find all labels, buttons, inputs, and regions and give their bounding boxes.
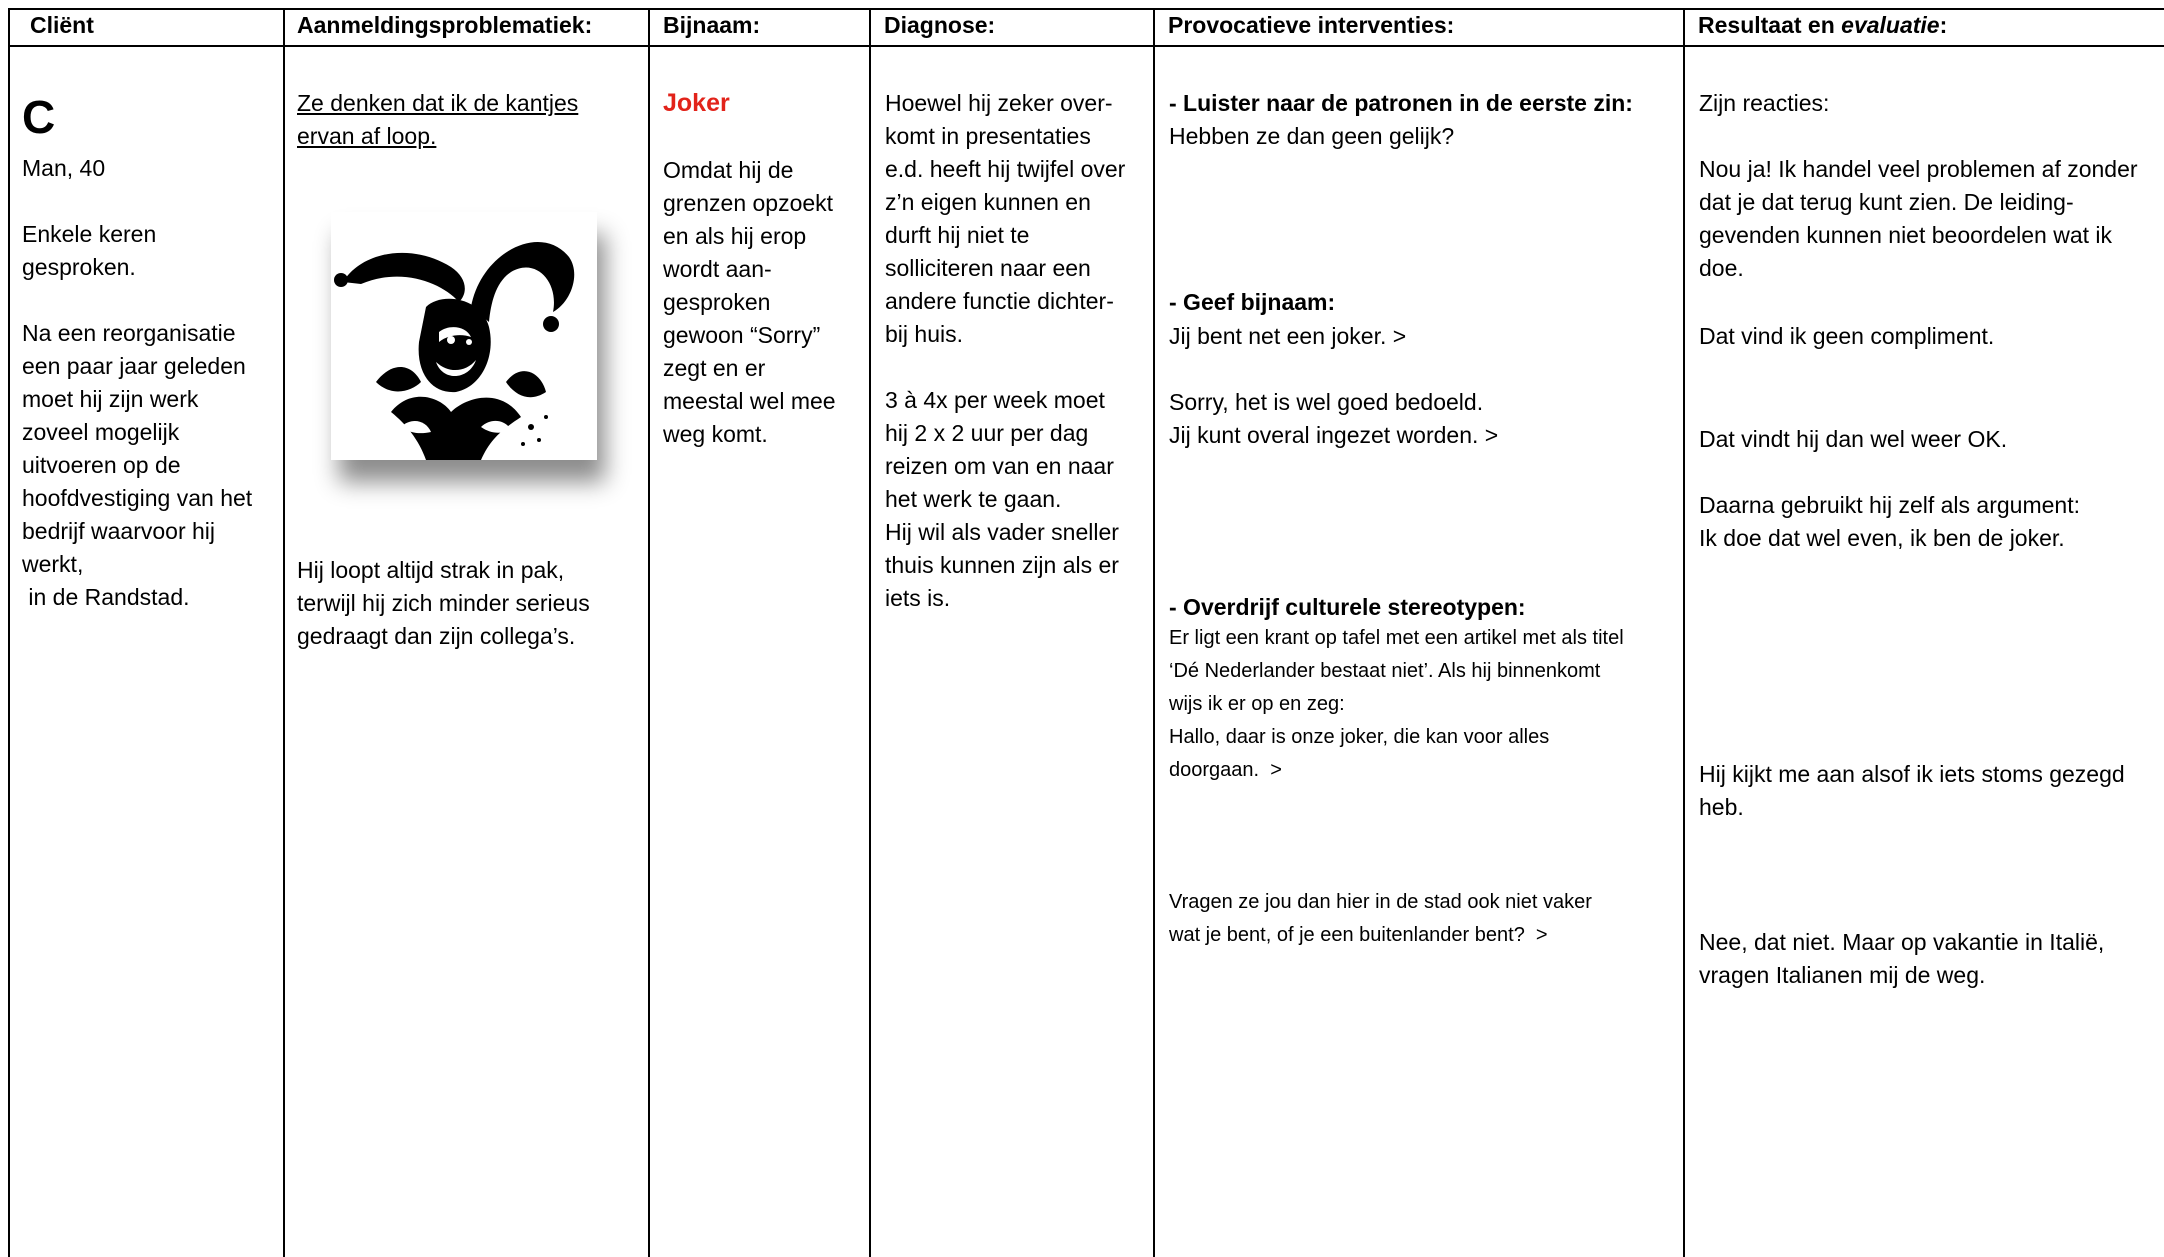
bijnaam-line: en als hij erop (663, 223, 807, 249)
interventie-3-title: - Overdrijf culturele stereotypen: (1169, 594, 1526, 620)
bijnaam-reason (663, 154, 836, 451)
bijnaam-line: Omdat hij de (663, 157, 794, 183)
column-divider (1153, 10, 1155, 1257)
interventie-1-text: Hebben ze dan geen gelijk? (1169, 123, 1455, 149)
resultaat-4: Dat vindt hij dan wel weer OK. (1699, 426, 2008, 452)
header-resultaat-c: : (1939, 12, 1948, 38)
quote-line: Ze denken dat ik de kantjes (297, 90, 579, 116)
resultaat-line: Nee, dat niet. Maar op vakantie in Italië, (1699, 929, 2105, 955)
resultaat-3: Dat vind ik geen compliment. (1699, 323, 1995, 349)
diagnose-line: Hoewel hij zeker over- (885, 90, 1113, 116)
diagnose-line: 3 à 4x per week moet (885, 387, 1105, 413)
client-line: gesproken. (22, 254, 136, 280)
client-line (22, 185, 252, 218)
interventie-3-line: Er ligt een krant op tafel met een artikel met als titel (1169, 627, 1624, 649)
header-interventies: Provocatieve interventies: (1168, 12, 1455, 38)
client-line: een paar jaar geleden (22, 353, 246, 379)
interventie-3-text (1169, 622, 1624, 787)
resultaat-line: Nou ja! Ik handel veel problemen af zonder (1699, 156, 2138, 182)
interventie-1-title: - Luister naar de patronen in de eerste zin: (1169, 90, 1633, 116)
resultaat-1: Zijn reacties: (1699, 90, 1830, 116)
bijnaam-line: grenzen opzoekt (663, 190, 834, 216)
diagnose-text (885, 87, 1125, 615)
diagnose-line: z’n eigen kunnen en (885, 189, 1091, 215)
resultaat-7 (1699, 926, 2104, 992)
interventie-2-text (1169, 320, 1498, 452)
resultaat-line: heb. (1699, 794, 1744, 820)
table-top-border (8, 8, 2164, 10)
interventie-3-line: ‘Dé Nederlander bestaat niet’. Als hij binnenkomt (1169, 660, 1601, 682)
diagnose-line: komt in presentaties (885, 123, 1091, 149)
interventie-2-line: Jij bent net een joker. > (1169, 323, 1407, 349)
interventie-2-line (1169, 353, 1498, 386)
interventie-4-line: wat je bent, of je een buitenlander bent? > (1169, 924, 1548, 946)
resultaat-2 (1699, 153, 2138, 285)
header-resultaat-b: evaluatie (1841, 12, 1940, 38)
client-line: uitvoeren op de (22, 452, 181, 478)
diagnose-line: Hij wil als vader sneller (885, 519, 1119, 545)
client-details (22, 152, 252, 614)
header-resultaat-a: Resultaat en (1698, 12, 1842, 38)
client-line (22, 284, 252, 317)
resultaat-5 (1699, 489, 2080, 555)
interventie-3-line: wijs ik er op en zeg: (1169, 693, 1345, 715)
client-line: bedrijf waarvoor hij (22, 518, 216, 544)
interventie-2-line: Sorry, het is wel goed bedoeld. (1169, 389, 1484, 415)
client-line: zoveel mogelijk (22, 419, 180, 445)
client-letter: C (22, 91, 56, 143)
column-divider (1683, 10, 1685, 1257)
column-divider (648, 10, 650, 1257)
header-resultaat (1698, 12, 1947, 39)
resultaat-line: vragen Italianen mij de weg. (1699, 962, 1986, 988)
diagnose-line: solliciteren naar een (885, 255, 1091, 281)
aanmelding-quote (297, 87, 578, 153)
description-line: gedraagt dan zijn collega’s. (297, 623, 576, 649)
header-bottom-border (8, 45, 2164, 47)
diagnose-line: bij huis. (885, 321, 963, 347)
client-line: werkt, (22, 551, 84, 577)
header-diagnose: Diagnose: (884, 12, 996, 38)
bijnaam-line: zegt en er (663, 355, 766, 381)
bijnaam-line: meestal wel mee (663, 388, 836, 414)
bijnaam-line: wordt aan- (663, 256, 772, 282)
client-line: moet hij zijn werk (22, 386, 199, 412)
resultaat-line: gevenden kunnen niet beoordelen wat ik (1699, 222, 2113, 248)
resultaat-line: dat je dat terug kunt zien. De leiding- (1699, 189, 2074, 215)
client-line: Man, 40 (22, 155, 106, 181)
interventie-2-line: Jij kunt overal ingezet worden. > (1169, 422, 1499, 448)
diagnose-line: e.d. heeft hij twijfel over (885, 156, 1126, 182)
diagnose-line: reizen om van en naar (885, 453, 1114, 479)
description-line: Hij loopt altijd strak in pak, (297, 557, 565, 583)
client-line: Enkele keren (22, 221, 157, 247)
column-divider (8, 10, 10, 1257)
interventie-3-line: Hallo, daar is onze joker, die kan voor alles (1169, 726, 1550, 748)
diagnose-line: andere functie dichter- (885, 288, 1114, 314)
bijnaam-line: gesproken (663, 289, 771, 315)
resultaat-6 (1699, 758, 2125, 824)
interventie-3-line: doorgaan. > (1169, 759, 1282, 781)
header-aanmelding: Aanmeldingsproblematiek: (297, 12, 593, 38)
diagnose-line (885, 351, 1125, 384)
column-divider (869, 10, 871, 1257)
quote-line: ervan af loop. (297, 123, 437, 149)
interventie-4-text (1169, 886, 1592, 952)
interventie-2-title: - Geef bijnaam: (1169, 289, 1336, 315)
column-divider (283, 10, 285, 1257)
interventie-4-line: Vragen ze jou dan hier in de stad ook niet vaker (1169, 891, 1592, 913)
bijnaam-name: Joker (663, 89, 730, 117)
resultaat-line: Daarna gebruikt hij zelf als argument: (1699, 492, 2080, 518)
diagnose-line: thuis kunnen zijn als er (885, 552, 1119, 578)
diagnose-line: het werk te gaan. (885, 486, 1062, 512)
jester-icon (331, 212, 597, 460)
client-line: in de Randstad. (22, 584, 190, 610)
resultaat-line: doe. (1699, 255, 1744, 281)
client-line: hoofdvestiging van het (22, 485, 253, 511)
bijnaam-line: gewoon “Sorry” (663, 322, 821, 348)
resultaat-line: Ik doe dat wel even, ik ben de joker. (1699, 525, 2065, 551)
header-client: Cliënt (30, 12, 94, 38)
aanmelding-description (297, 554, 590, 653)
bijnaam-line: weg komt. (663, 421, 768, 447)
resultaat-line: Hij kijkt me aan alsof ik iets stoms gezegd (1699, 761, 2125, 787)
header-bijnaam: Bijnaam: (663, 12, 761, 38)
diagnose-line: hij 2 x 2 uur per dag (885, 420, 1089, 446)
diagnose-line: durft hij niet te (885, 222, 1030, 248)
client-line: Na een reorganisatie (22, 320, 236, 346)
diagnose-line: iets is. (885, 585, 951, 611)
description-line: terwijl hij zich minder serieus (297, 590, 590, 616)
